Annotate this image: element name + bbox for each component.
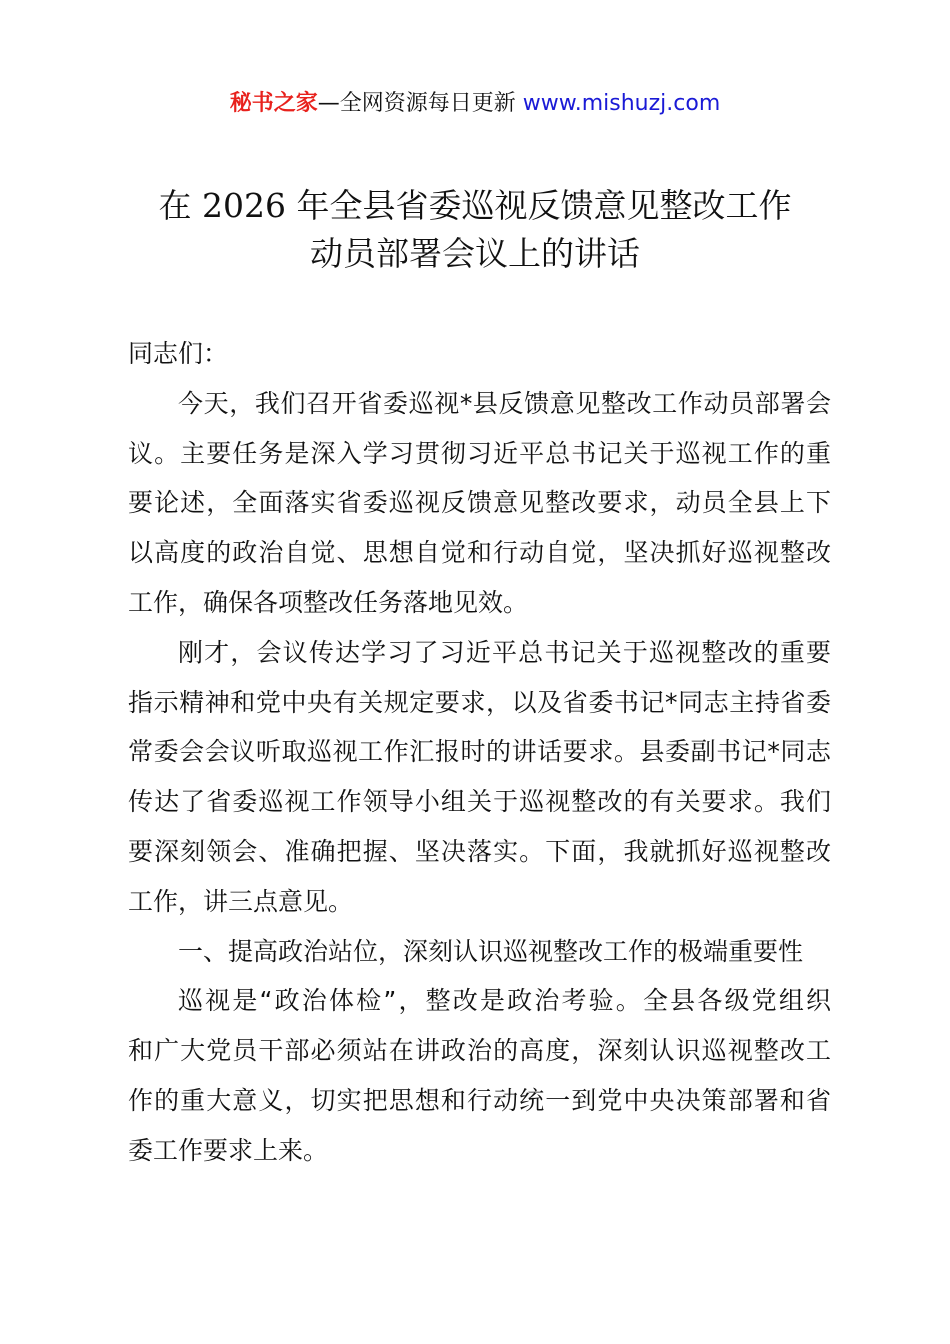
document-title [0, 182, 950, 278]
site-url-link[interactable]: www.mishuzj.com [522, 91, 721, 116]
body-text-line: 今天，我们召开省委巡视*县反馈意见整改工作动员部署会 [178, 388, 831, 418]
body-text-line: 指示精神和党中央有关规定要求，以及省委书记*同志主持省委 [128, 687, 831, 717]
title-line-1: 在 2026 年全县省委巡视反馈意见整改工作 [158, 186, 792, 225]
body-text-line: 工作，确保各项整改任务落地见效。 [128, 587, 529, 617]
body-text-line: 和广大党员干部必须站在讲政治的高度，深刻认识巡视整改工 [128, 1036, 831, 1066]
body-text-line: 传达了省委巡视工作领导小组关于巡视整改的有关要求。我们 [128, 787, 831, 817]
body-text-line: 要深刻领会、准确把握、坚决落实。下面，我就抓好巡视整改 [128, 836, 831, 866]
body-text-line: 委工作要求上来。 [128, 1135, 329, 1165]
body-text-line: 工作，讲三点意见。 [128, 886, 354, 916]
body-text-line: 常委会会议听取巡视工作汇报时的讲话要求。县委副书记*同志 [128, 737, 831, 767]
body-text-line: 刚才，会议传达学习了习近平总书记关于巡视整改的重要 [178, 637, 831, 667]
document-body [128, 334, 831, 1181]
body-text-line: 一、提高政治站位，深刻认识巡视整改工作的极端重要性 [178, 936, 804, 966]
body-text-line: 以高度的政治自觉、思想自觉和行动自觉，坚决抓好巡视整改 [128, 538, 831, 568]
title-line-2: 动员部署会议上的讲话 [310, 234, 640, 273]
body-text-line: 要论述，全面落实省委巡视反馈意见整改要求，动员全县上下 [128, 488, 831, 518]
site-banner [0, 88, 950, 120]
banner-tagline: —全网资源每日更新 [317, 91, 516, 116]
body-text-line: 作的重大意义，切实把思想和行动统一到党中央决策部署和省 [128, 1085, 831, 1115]
body-text-line: 同志们： [128, 339, 229, 368]
brand-name: 秘书之家 [229, 91, 318, 116]
body-text-line: 巡视是“政治体检”，整改是政治考验。全县各级党组织 [178, 986, 831, 1016]
body-text-line: 议。主要任务是深入学习贯彻习近平总书记关于巡视工作的重 [128, 438, 831, 468]
